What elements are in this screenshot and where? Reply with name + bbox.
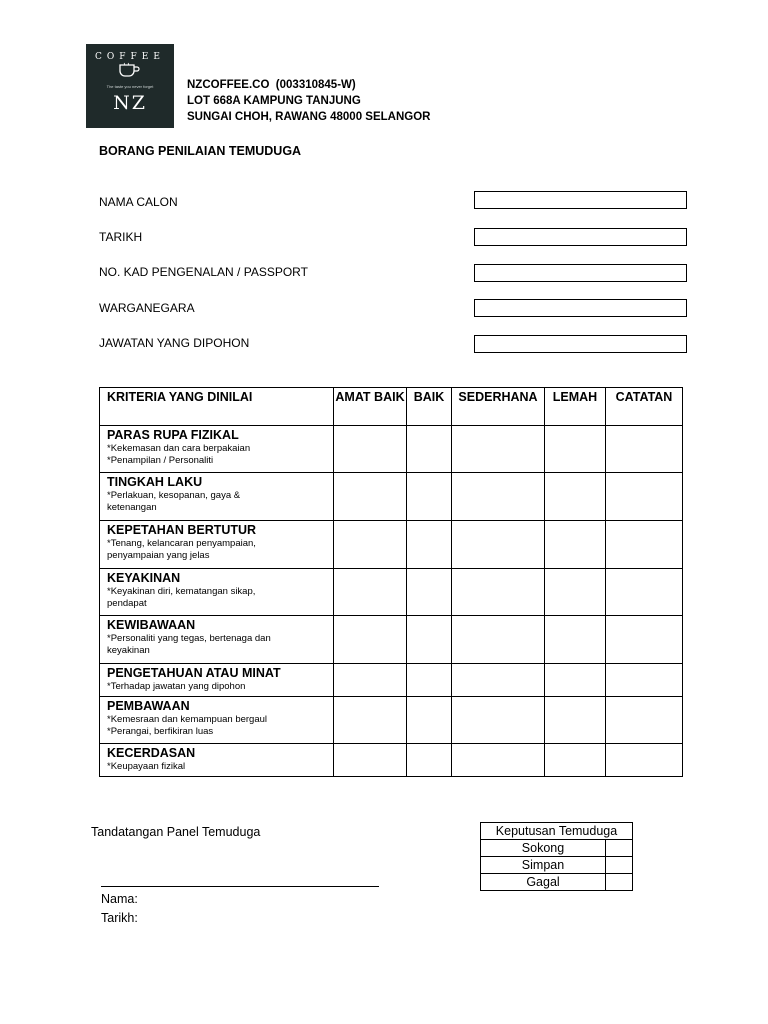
header-catatan: CATATAN [606,388,683,426]
rating-baik-cell[interactable] [407,569,452,616]
warganegara-field[interactable] [474,299,687,317]
nama-calon-field[interactable] [474,191,687,209]
sokong-checkbox[interactable] [606,840,633,857]
rating-sederhana-cell[interactable] [452,744,545,777]
decision-row [481,840,633,857]
rating-baik-cell[interactable] [407,521,452,569]
field-label-warganegara: WARGANEGARA [99,301,195,315]
field-label-nama-calon: NAMA CALON [99,195,178,209]
rating-lemah-cell[interactable] [545,697,606,744]
rating-sederhana-cell[interactable] [452,664,545,697]
signature-name-label: Nama: [101,892,138,906]
logo-mark: NZ [113,92,147,114]
decision-option-simpan: Simpan [481,857,606,874]
decision-row [481,857,633,874]
criteria-cell [100,664,334,697]
catatan-cell[interactable] [606,426,683,473]
decision-row [481,874,633,891]
criteria-name: PENGETAHUAN ATAU MINAT [107,666,281,680]
signature-date-label: Tarikh: [101,911,138,925]
header-amat-baik: AMAT BAIK [334,388,407,426]
rating-lemah-cell[interactable] [545,616,606,664]
catatan-cell[interactable] [606,744,683,777]
criteria-cell [100,744,334,777]
catatan-cell[interactable] [606,664,683,697]
header-sederhana: SEDERHANA [452,388,545,426]
rating-sederhana-cell[interactable] [452,473,545,521]
decision-title: Keputusan Temuduga [481,823,633,840]
criteria-desc: *Perangai, berfikiran luas [107,726,214,737]
rating-amat-baik-cell[interactable] [334,697,407,744]
rating-amat-baik-cell[interactable] [334,664,407,697]
table-row [100,616,683,664]
form-title: BORANG PENILAIAN TEMUDUGA [99,144,302,158]
criteria-desc: *Kemesraan dan kemampuan bergaul [107,714,268,725]
tarikh-field[interactable] [474,228,687,246]
catatan-cell[interactable] [606,473,683,521]
company-info [187,77,430,125]
field-label-jawatan: JAWATAN YANG DIPOHON [99,336,250,350]
table-row [100,664,683,697]
table-row [100,426,683,473]
catatan-cell[interactable] [606,616,683,664]
decision-option-sokong: Sokong [481,840,606,857]
company-logo [86,44,174,128]
criteria-name: PARAS RUPA FIZIKAL [107,428,239,442]
rating-sederhana-cell[interactable] [452,521,545,569]
kad-pengenalan-field[interactable] [474,264,687,282]
rating-baik-cell[interactable] [407,697,452,744]
rating-lemah-cell[interactable] [545,744,606,777]
decision-table [480,822,633,891]
decision-header-row [481,823,633,840]
rating-amat-baik-cell[interactable] [334,426,407,473]
criteria-desc: *Personaliti yang tegas, bertenaga dan [107,633,271,644]
criteria-name: PEMBAWAAN [107,699,190,713]
criteria-cell [100,569,334,616]
simpan-checkbox[interactable] [606,857,633,874]
criteria-desc: ketenangan [107,502,157,513]
criteria-desc: *Tenang, kelancaran penyampaian, [107,538,256,549]
rating-baik-cell[interactable] [407,616,452,664]
catatan-cell[interactable] [606,697,683,744]
table-row [100,744,683,777]
criteria-cell [100,473,334,521]
jawatan-field[interactable] [474,335,687,353]
criteria-desc: keyakinan [107,645,150,656]
criteria-cell [100,616,334,664]
catatan-cell[interactable] [606,569,683,616]
field-label-kad-pengenalan: NO. KAD PENGENALAN / PASSPORT [99,265,308,279]
coffee-cup-icon [116,62,142,78]
logo-word: COFFEE [95,52,165,62]
header-kriteria: KRITERIA YANG DINILAI [100,388,334,426]
criteria-cell [100,521,334,569]
rating-lemah-cell[interactable] [545,521,606,569]
criteria-desc: penyampaian yang jelas [107,550,210,561]
criteria-desc: pendapat [107,598,147,609]
criteria-name: KECERDASAN [107,746,196,760]
criteria-desc: *Perlakuan, kesopanan, gaya & [107,490,241,501]
criteria-desc: *Keyakinan diri, kematangan sikap, [107,586,256,597]
rating-sederhana-cell[interactable] [452,426,545,473]
criteria-table [99,387,683,777]
criteria-desc: *Terhadap jawatan yang dipohon [107,681,246,692]
signature-line[interactable] [101,886,379,887]
rating-sederhana-cell[interactable] [452,697,545,744]
rating-baik-cell[interactable] [407,426,452,473]
rating-baik-cell[interactable] [407,473,452,521]
rating-amat-baik-cell[interactable] [334,744,407,777]
company-line-3: SUNGAI CHOH, RAWANG 48000 SELANGOR [187,111,431,123]
criteria-name: KEYAKINAN [107,571,181,585]
criteria-desc: *Kekemasan dan cara berpakaian [107,443,251,454]
criteria-desc: *Keupayaan fizikal [107,761,186,772]
criteria-cell [100,697,334,744]
rating-baik-cell[interactable] [407,664,452,697]
field-label-tarikh: TARIKH [99,230,143,244]
table-row [100,521,683,569]
rating-amat-baik-cell[interactable] [334,473,407,521]
rating-amat-baik-cell[interactable] [334,521,407,569]
table-row [100,569,683,616]
table-header-row [100,388,683,426]
header-lemah: LEMAH [545,388,606,426]
company-line-2: LOT 668A KAMPUNG TANJUNG [187,95,361,107]
logo-tagline: The taste you never forget [106,84,154,89]
catatan-cell[interactable] [606,521,683,569]
rating-sederhana-cell[interactable] [452,569,545,616]
criteria-cell [100,426,334,473]
rating-lemah-cell[interactable] [545,426,606,473]
criteria-name: KEWIBAWAAN [107,618,196,632]
rating-amat-baik-cell[interactable] [334,616,407,664]
table-row [100,697,683,744]
gagal-checkbox[interactable] [606,874,633,891]
company-line-1: NZCOFFEE.CO (003310845-W) [187,79,356,91]
criteria-name: KEPETAHAN BERTUTUR [107,523,257,537]
criteria-name: TINGKAH LAKU [107,475,203,489]
signature-label: Tandatangan Panel Temuduga [91,825,261,839]
rating-amat-baik-cell[interactable] [334,569,407,616]
decision-option-gagal: Gagal [481,874,606,891]
header-baik: BAIK [407,388,452,426]
table-row [100,473,683,521]
rating-sederhana-cell[interactable] [452,616,545,664]
rating-lemah-cell[interactable] [545,569,606,616]
criteria-desc: *Penampilan / Personaliti [107,455,214,466]
rating-lemah-cell[interactable] [545,664,606,697]
rating-lemah-cell[interactable] [545,473,606,521]
rating-baik-cell[interactable] [407,744,452,777]
